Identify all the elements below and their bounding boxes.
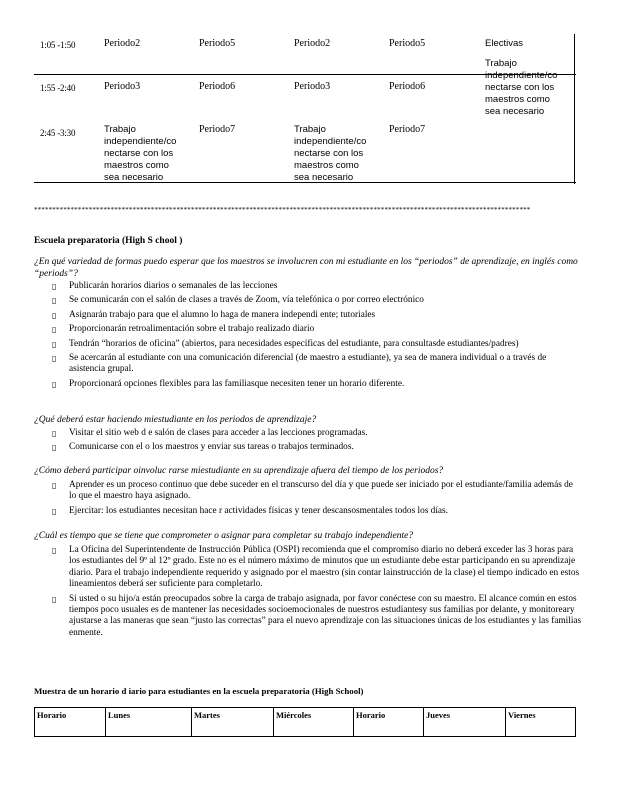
section-heading: Escuela preparatoria (High S chool ) [34,236,183,246]
table-header-cell: Horario [353,708,423,736]
list-item: ▯ Comunicarse con el o los maestros y enviar sus tareas o trabajos terminados. [52,442,354,453]
bullet-icon: ▯ [52,282,57,291]
row-time: 2:45 -3:30 [40,128,76,138]
bullet-list [52,428,582,457]
row-cell: Periodo7 [389,124,426,135]
table-border-right [574,34,575,184]
list-item: ▯ Asignarán trabajo para que el alumno lo haga de manera independi ente; tutoriales [52,309,376,320]
bullet-icon: ▯ [52,594,57,604]
table-header-cell: Miércoles [273,708,353,736]
row-cell: Periodo6 [389,81,426,92]
question-heading: ¿Cómo deberá participar oinvoluc rarse miestudiante en su aprendizaje afuera del tiempo de los periodos? [34,466,444,476]
row-cell: Periodo5 [389,38,426,49]
table-header-cell: Horario [37,710,67,720]
bullet-list [52,281,582,393]
bullet-icon: ▯ [52,481,57,490]
bullet-icon: ▯ [52,325,57,335]
sample-schedule-heading: Muestra de un horario d iario para estudiantes en la escuela preparatoria (High School) [34,686,364,696]
row-cell: Periodo3 [104,81,141,92]
row-cell: Periodo3 [294,81,331,92]
sample-schedule-table [34,707,576,737]
list-item: ▯ Se comunicarán con el salón de clases a través de Zoom, vía telefónica o por correo electrónico [52,295,424,306]
bullet-list [52,480,582,520]
list-item: ▯ Publicarán horarios diarios o semanales de las lecciones [52,281,278,291]
row-cell: Electivas [485,38,524,49]
list-item: ▯ Visitar el sitio web d e salón de clases para acceder a las lecciones programadas. [52,428,368,438]
question-heading: ¿Qué deberá estar haciendo miestudiante en los periodos de aprendizaje? [34,415,317,425]
row-cell: Periodo2 [104,38,141,49]
bullet-icon: ▯ [52,310,57,320]
bullet-icon: ▯ [52,443,57,453]
list-item: ▯ Tendrán “horarios de oficina” (abiertos, para necesidades específicas del estudiante, para consultasde estudiantes/padres) [52,338,519,349]
list-item: ▯ Si usted o su hijo/a están preocupados sobre la carga de trabajo asignada, por favor conéctese con su maestro. El alcance común en estos tiempos poco usuales es de mantener las necesidades socioemocionales de nuestros estudiantesy sus familias por delante, y monitoreary ajustarse a las maneras que sean “justo las correctas” para el nuevo aprendizaje con las situaciones únicas de los estudiantes y las familias enmente. [52,593,582,638]
bullet-icon: ▯ [52,429,57,438]
bullet-icon: ▯ [52,546,57,555]
separator-line: **************************************************************************************************************************************** [34,206,531,214]
bullet-icon: ▯ [52,296,57,306]
bullet-icon: ▯ [52,506,57,516]
list-item: ▯ La Oficina del Superintendente de Instrucción Pública (OSPI) recomienda que el compromiso diario no deberá exceder las 3 horas para los estudiantes del 9º al 12º grado. Este no es el número máximo de minutos que un estudiante debe estar participando en su aprendizaje diario. Para el trabajo independiente requerido y asignado por el maestro (sin contar lainstrucción de la clase) el tiempo indicado en estos lineamientos deberá ser suficiente para completarlo. [52,545,580,590]
table-header-cell: Martes [191,708,273,736]
table-header-cell: Jueves [423,708,505,736]
list-item: ▯ Proporcionará opciones flexibles para las familiasque necesiten tener un horario diferente. [52,378,405,389]
row-time: 1:05 -1:50 [40,40,76,50]
row-cell: Trabajo independiente/co nectarse con los maestros como sea necesario [104,124,177,183]
list-item: ▯ Proporcionarán retroalimentación sobre el trabajo realizado diario [52,324,315,335]
table-header-cell: Lunes [105,708,191,736]
bullet-icon: ▯ [52,379,57,389]
question-heading: ¿En qué variedad de formas puedo esperar que los maestros se involucren con mi estudiante en los “periodos” de aprendizaje, en inglés como “periods”? [34,257,578,279]
schedule-table [34,34,576,184]
row-cell: Periodo2 [294,38,331,49]
row-cell: Periodo6 [199,81,236,92]
row-cell: Periodo7 [199,124,236,135]
row-cell: Trabajo independiente/co nectarse con los maestros como sea necesario [485,58,558,117]
bullet-list [52,545,582,642]
row-time: 1:55 -2:40 [40,83,76,93]
question-heading: ¿Cuál es tiempo que se tiene que comprometer o asignar para completar su trabajo independiente? [34,531,414,541]
table-header-cell: Viernes [505,708,575,736]
list-item: ▯ Aprender es un proceso continuo que debe suceder en el transcurso del día y que puede ser iniciado por el estudiante/familia además de lo que el maestro haya asignado. [52,480,573,502]
list-item: ▯ Ejercitar: los estudiantes necesitan hace r actividades físicas y tener descansosmentales todos los días. [52,505,448,516]
bullet-icon: ▯ [52,339,57,349]
row-cell: Periodo5 [199,38,236,49]
row-cell: Trabajo independiente/co nectarse con los maestros como sea necesario [294,124,367,183]
bullet-icon: ▯ [52,354,57,364]
list-item: ▯ Se acercarán al estudiante con una comunicación diferencial (de maestro a estudiante), ya sea de manera individual o a través de asistencia grupal. [52,353,547,375]
